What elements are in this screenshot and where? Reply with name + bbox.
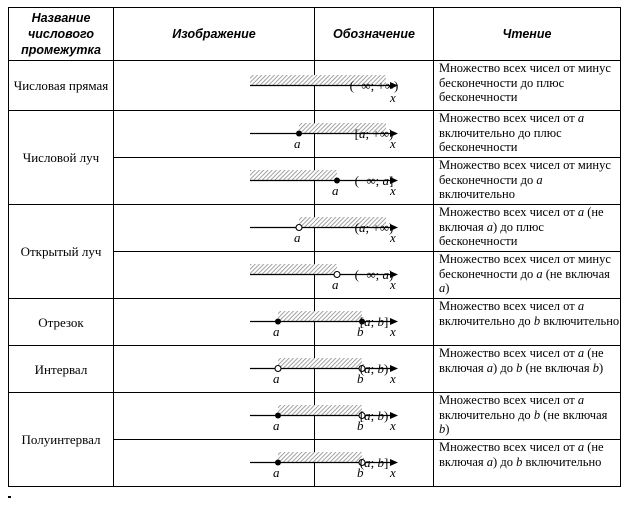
table-row (9, 205, 621, 252)
table-row (9, 61, 621, 111)
header-name: Название числового промежутка (9, 8, 114, 61)
axis-label: x (390, 183, 396, 198)
number-line-image (114, 61, 396, 111)
reading: Множество всех чисел от a (не включая a) до b включительно (434, 440, 621, 487)
point-a-label: a (332, 277, 339, 292)
notation: (−∞; a) (315, 252, 434, 299)
notation: (−∞; a] (315, 158, 434, 205)
ray-closed-image (114, 111, 396, 158)
segment-diagram (114, 299, 396, 345)
axis-label: x (390, 324, 396, 339)
ray-open-left-image (114, 252, 396, 299)
reading: Множество всех чисел от a (не включая a) до b (не включая b) (434, 346, 621, 393)
table-row (9, 299, 621, 346)
point-b-label: b (357, 418, 364, 433)
point-b-label: b (357, 324, 364, 339)
reading: Множество всех чисел от a включительно до b включительно (434, 299, 621, 346)
corner-mark (8, 496, 11, 498)
reading: Множество всех чисел от a (не включая a) до плюс бесконечности (434, 205, 621, 252)
reading: Множество всех чисел от минус бесконечности до a (не включая a) (434, 252, 621, 299)
axis-label: x (390, 465, 396, 480)
point-a-label: a (294, 230, 301, 245)
interval-diagram (114, 346, 396, 392)
group-line: Числовая прямая (9, 61, 114, 111)
ray-open-left-diagram (114, 252, 396, 298)
point-b-label: b (357, 465, 364, 480)
point-a-label: a (294, 136, 301, 151)
notation: [a; b) (315, 393, 434, 440)
intervals-table (8, 7, 621, 487)
group-segment: Отрезок (9, 299, 114, 346)
header-reading: Чтение (434, 8, 621, 61)
notation: [a; b] (315, 299, 434, 346)
table-row (9, 346, 621, 393)
group-open-ray: Открытый луч (9, 205, 114, 299)
point-a-label: a (273, 465, 280, 480)
axis-label: x (390, 136, 396, 151)
group-half-interval: Полуинтервал (9, 393, 114, 487)
group-interval: Интервал (9, 346, 114, 393)
reading: Множество всех чисел от минус бесконечности до плюс бесконечности (434, 61, 621, 111)
point-a-label: a (273, 371, 280, 386)
reading: Множество всех чисел от a включительно до плюс бесконечности (434, 111, 621, 158)
number-line-diagram (114, 61, 396, 110)
reading: Множество всех чисел от минус бесконечности до a включительно (434, 158, 621, 205)
header-row (9, 8, 621, 61)
axis-label: x (390, 418, 396, 433)
axis-label: x (390, 230, 396, 245)
ray-open-image (114, 205, 396, 252)
notation: (a; +∞) (315, 205, 434, 252)
ray-closed-diagram (114, 111, 396, 157)
ray-closed-left-image (114, 158, 396, 205)
half-interval-closed-open-image (114, 393, 396, 440)
table-row (9, 111, 621, 158)
axis-label: x (390, 90, 396, 105)
point-b-label: b (357, 371, 364, 386)
half-interval-closed-open-diagram (114, 393, 396, 439)
table-row (9, 393, 621, 440)
notation: [a; +∞) (315, 111, 434, 158)
ray-closed-left-diagram (114, 158, 396, 204)
notation: (a; b) (315, 346, 434, 393)
reading: Множество всех чисел от a включительно до b (не включая b) (434, 393, 621, 440)
point-a-label: a (273, 418, 280, 433)
interval-image (114, 346, 396, 393)
group-ray: Числовой луч (9, 111, 114, 205)
half-interval-open-closed-image (114, 440, 396, 487)
ray-open-diagram (114, 205, 396, 251)
axis-label: x (390, 371, 396, 386)
point-a-label: a (273, 324, 280, 339)
notation: (−∞; +∞) (315, 61, 434, 111)
header-image: Изображение (114, 8, 315, 61)
notation: (a; b] (315, 440, 434, 487)
segment-image (114, 299, 396, 346)
header-notation: Обозначение (315, 8, 434, 61)
half-interval-open-closed-diagram (114, 440, 396, 486)
axis-label: x (390, 277, 396, 292)
point-a-label: a (332, 183, 339, 198)
